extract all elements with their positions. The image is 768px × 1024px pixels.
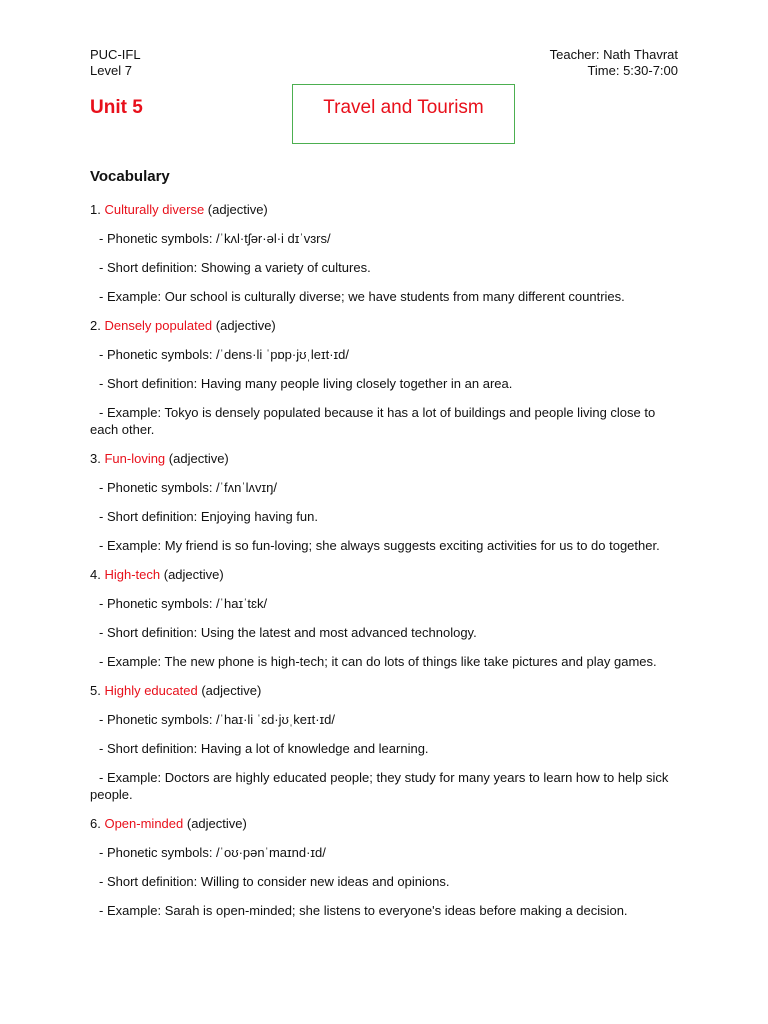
entry-term: Culturally diverse [104,202,205,217]
entry-heading [90,201,680,218]
entry-term: Open-minded [104,816,184,831]
entry-definition: - Short definition: Willing to consider new ideas and opinions. [99,874,450,889]
entry-number: 3. [90,451,101,466]
vocab-entry [90,317,680,438]
entry-pos: (adjective) [201,683,262,698]
section-heading: Vocabulary [90,168,170,185]
entry-term: Highly educated [104,683,198,698]
entry-number: 5. [90,683,101,698]
entry-heading [90,682,680,699]
time-label: Time: 5:30-7:00 [587,63,678,78]
entry-phonetic: - Phonetic symbols: /ˈdens·li ˈpɒp·jʊˌleɪt·ɪd/ [99,347,350,362]
entry-pos: (adjective) [168,451,229,466]
entry-phonetic: - Phonetic symbols: /ˈkʌl·tʃər·əl·i dɪˈvɜrs/ [99,231,331,246]
entry-number: 6. [90,816,101,831]
entry-heading [90,566,680,583]
page-title: Travel and Tourism [323,97,484,118]
entry-example: - Example: Our school is culturally diverse; we have students from many different countries. [99,289,625,304]
entry-phonetic: - Phonetic symbols: /ˈfʌnˈlʌvɪŋ/ [99,480,278,495]
entry-phonetic: - Phonetic symbols: /ˈhaɪˈtɛk/ [99,596,268,611]
entry-example: - Example: Doctors are highly educated people; they study for many years to learn how to help sick people. [90,770,669,802]
entry-heading [90,815,680,832]
header-left [90,47,141,79]
entry-example: - Example: Tokyo is densely populated because it has a lot of buildings and people living close to each other. [90,405,656,437]
entry-term: Densely populated [104,318,213,333]
entry-number: 1. [90,202,101,217]
entry-pos: (adjective) [163,567,224,582]
vocab-entry [90,201,680,305]
entry-example: - Example: The new phone is high-tech; it can do lots of things like take pictures and play games. [99,654,657,669]
entry-number: 2. [90,318,101,333]
entry-heading [90,317,680,334]
header-right [550,47,678,79]
entry-pos: (adjective) [186,816,247,831]
entry-term: High-tech [104,567,161,582]
vocab-entry [90,566,680,670]
school-name: PUC-IFL [90,47,141,62]
entry-definition: - Short definition: Having many people living closely together in an area. [99,376,513,391]
title-box [292,84,515,144]
entry-definition: - Short definition: Enjoying having fun. [99,509,318,524]
entry-pos: (adjective) [207,202,268,217]
entry-definition: - Short definition: Showing a variety of cultures. [99,260,371,275]
vocab-entry [90,450,680,554]
entry-number: 4. [90,567,101,582]
entry-term: Fun-loving [104,451,166,466]
vocab-entry [90,682,680,803]
teacher-label: Teacher: Nath Thavrat [549,47,678,62]
entry-phonetic: - Phonetic symbols: /ˈoʊ·pənˈmaɪnd·ɪd/ [99,845,326,860]
entry-heading [90,450,680,467]
entry-phonetic: - Phonetic symbols: /ˈhaɪ·li ˈɛd·jʊˌkeɪt·ɪd/ [99,712,336,727]
vocabulary-list [90,201,680,931]
entry-definition: - Short definition: Having a lot of knowledge and learning. [99,741,429,756]
unit-title: Unit 5 [90,97,143,118]
entry-pos: (adjective) [215,318,276,333]
entry-definition: - Short definition: Using the latest and most advanced technology. [99,625,477,640]
entry-example: - Example: Sarah is open-minded; she listens to everyone's ideas before making a decision. [99,903,628,918]
entry-example: - Example: My friend is so fun-loving; she always suggests exciting activities for us to do together. [99,538,660,553]
level-label: Level 7 [90,63,132,78]
vocab-entry [90,815,680,919]
